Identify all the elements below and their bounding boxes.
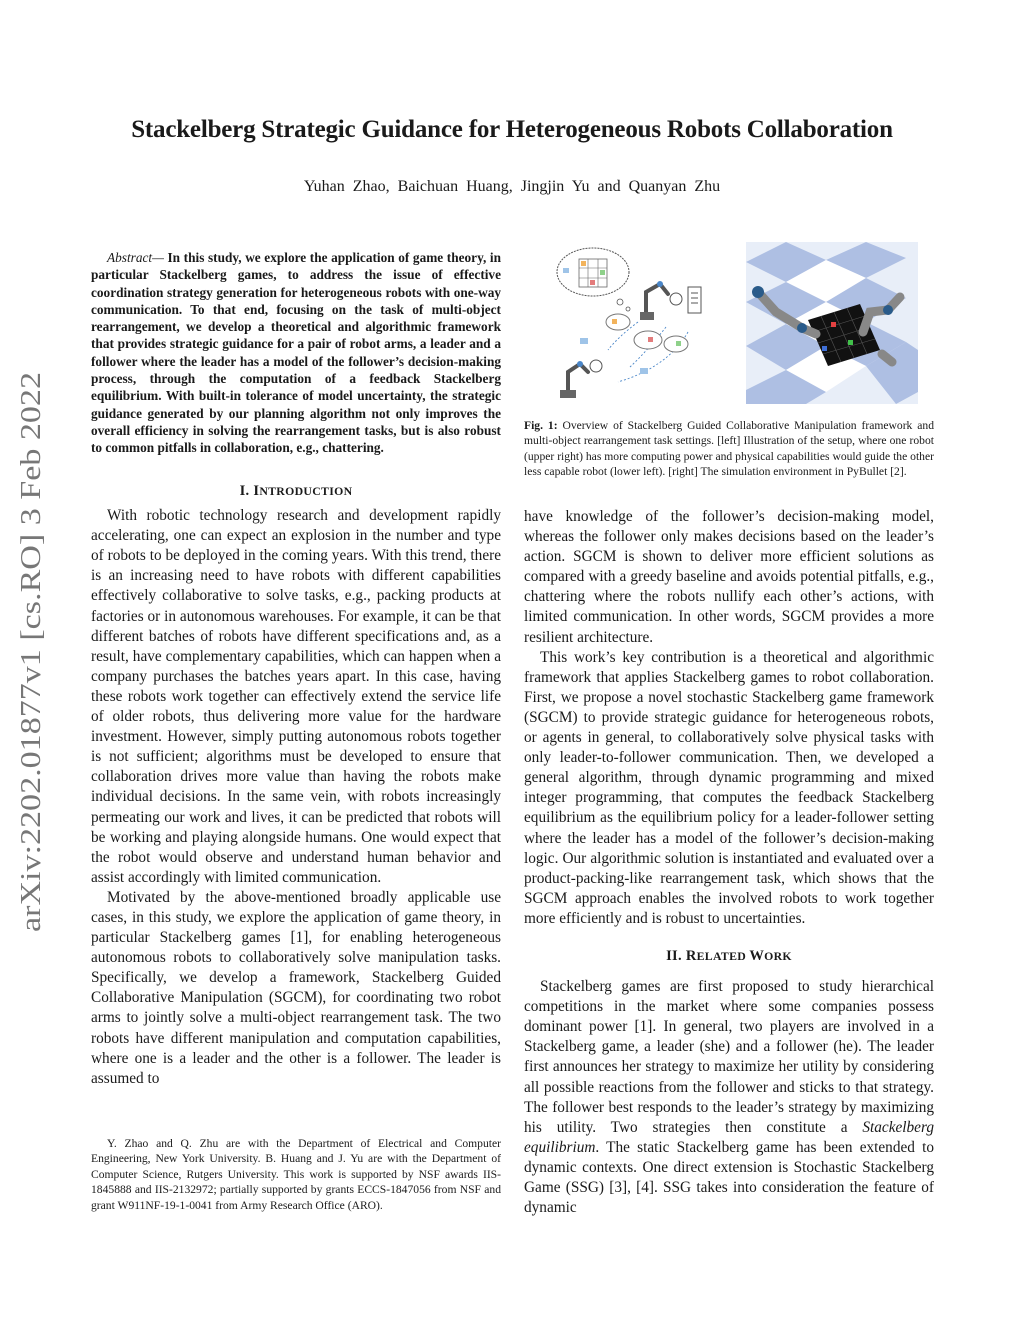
follower-robot-icon: [560, 360, 602, 398]
abstract-label: Abstract: [107, 250, 153, 265]
left-column-body: [91, 481, 501, 1089]
contribution-paragraph: This work’s key contribution is a theoretical and algorithmic framework that applies Stackelberg games to robot collaboration. First, we propose a novel stochastic Stackelberg game framework (SGCM) to provide strategic guidance for heterogeneous robots, or agents in general, to collaboratively solve physical tasks with only leader-to-follower communication. Then, we developed a general algorithm, through dynamic programming and mixed integer programming, that computes the feedback Stackelberg equilibrium as the equilibrium policy for a leader-follower setting where the leader has a model of the follower’s decision-making logic. Our algorithmic solution is instantiated and evaluated over a product-packing-like rearrangement task, which shows that the SGCM approach enables the involved robots to work together more efficiently and is robust to uncertainties.: [524, 648, 934, 927]
section-heading-introduction: I. INTRODUCTION: [239, 483, 353, 499]
arxiv-sidebar-stamp: [4, 367, 54, 937]
continued-paragraph: have knowledge of the follower’s decision-making model, whereas the follower only makes decisions based on the leader’s action. SGCM is shown to deliver more efficient solutions as compared with a greedy baseline and avoids potential pitfalls, e.g., chattering where the robots nullify each other’s actions, with limited communication. In other words, SGCM provides a more resilient architecture.: [524, 508, 934, 646]
simulation-scene-image: [746, 242, 918, 404]
related-work-paragraph: Stackelberg games are first proposed to study hierarchical competitions in the market where some companies possess dominant power [1]. In general, two players are involved in a Stackelberg game, a leader (she) and a follower (he). The leader first announces her strategy to maximize her utility by considering all possible reactions from the follower and sticks to that strategy. The follower best responds to the leader’s strategy by maximizing his utility. Two strategies then constitute a Stackelberg equilibrium. The static Stackelberg game has been extended to dynamic contexts. One direct extension is Stochastic Stackelberg Game (SSG) [3], [4]. SSG takes into consideration the feature of dynamic: [524, 978, 934, 1217]
paper-title: Stackelberg Strategic Guidance for Heterogeneous Robots Collaboration: [131, 116, 893, 143]
abstract: [91, 249, 501, 457]
arxiv-identifier: arXiv:2202.01877v1 [cs.RO] 3 Feb 2022: [16, 471, 47, 932]
abstract-dash: —: [152, 250, 168, 265]
abstract-text: In this study, we explore the application of game theory, in particular Stackelberg games, to address the issue of effective coordination strategy generation for heterogeneous robots with one-way communication. To that end, focusing on the task of multi-object rearrangement, we develop a theoretical and algorithmic framework that provides strategic guidance for a pair of robot arms, a leader and a follower where the leader has a model of the follower’s decision-making process, through the computation of a feedback Stackelberg equilibrium. With built-in tolerance of model uncertainty, the strategic guidance generated by our planning algorithm not only improves the overall efficiency in solving the rearrangement tasks, but is also robust to common pitfalls in collaboration, e.g., chattering.: [91, 250, 501, 456]
figure-label: Fig. 1:: [524, 419, 558, 432]
intro-paragraph: With robotic technology research and development rapidly accelerating, one can expect an explosion in the number and type of robots to be deployed in the coming years. With this trend, there is an increasing need to have robots with different capabilities effectively collaborative to solve tasks, e.g., packing products at factories or in autonomous warehouses. For example, it can be that different batches of robots have different specifications and, as a result, have complementary capabilities, which can happen when a company purchases the batches years apart. In this case, having these robots work together can effectively extend the service life of older robots, thus delivering more value for the hardware investment. However, simply putting autonomous robots together is not sufficient; algorithms must be developed to ensure that collaboration drives more value than having the robots make individual decisions. In the same vein, with robots increasingly permeating our work and lives, it can be predicted that robots will be working and playing alongside humans. One would expect that the robot would observe and understand human behavior and assist accordingly with limited communication.: [91, 507, 501, 886]
leader-robot-icon: [640, 281, 701, 320]
affiliation-footnote: Y. Zhao and Q. Zhu are with the Department of Electrical and Computer Engineering, New York University. B. Huang and J. Yu are with the Department of Computer Science, Rutgers University. This work is supported by NSF awards IIS-1845888 and IIS-2132972; partially supported by grants ECCS-1847056 from NSF and grant W911NF-19-1-0041 from Army Research Office (ARO).: [91, 1137, 501, 1212]
author-list: Yuhan Zhao, Baichuan Huang, Jingjin Yu and Quanyan Zhu: [303, 178, 721, 195]
thought-cloud-icon: [557, 248, 630, 311]
figure-caption-text: Overview of Stackelberg Guided Collaborative Manipulation framework and multi-object rearrangement task settings. [left] Illustration of the setup, where one robot (upper right) has more computing power and physical capabilities would guide the other less capable robot (lower left). [right] The simulation environment in PyBullet [2].: [524, 419, 934, 478]
right-column-body: [524, 507, 934, 1218]
section-heading-related-work: II. RELATED WORK: [666, 947, 792, 964]
emphasized-term: Stackelberg equilibrium: [524, 1118, 934, 1156]
figure-1-caption: [524, 418, 934, 479]
figure-1: [548, 242, 918, 404]
figure-1-illustration: [548, 242, 918, 404]
intro-paragraph: Motivated by the above-mentioned broadly applicable use cases, in this study, we explore the application of game theory, in particular Stackelberg games [1], for enabling heterogeneous autonomous robots to collaboratively solve manipulation tasks. Specifically, we develop a framework, Stackelberg Guided Collaborative Manipulation (SGCM), for coordinating two robot arms to jointly solve a multi-object rearrangement task. The two robots have different manipulation and computation capabilities, where one is a leader and the other is a follower. The leader is assumed to: [91, 888, 501, 1087]
